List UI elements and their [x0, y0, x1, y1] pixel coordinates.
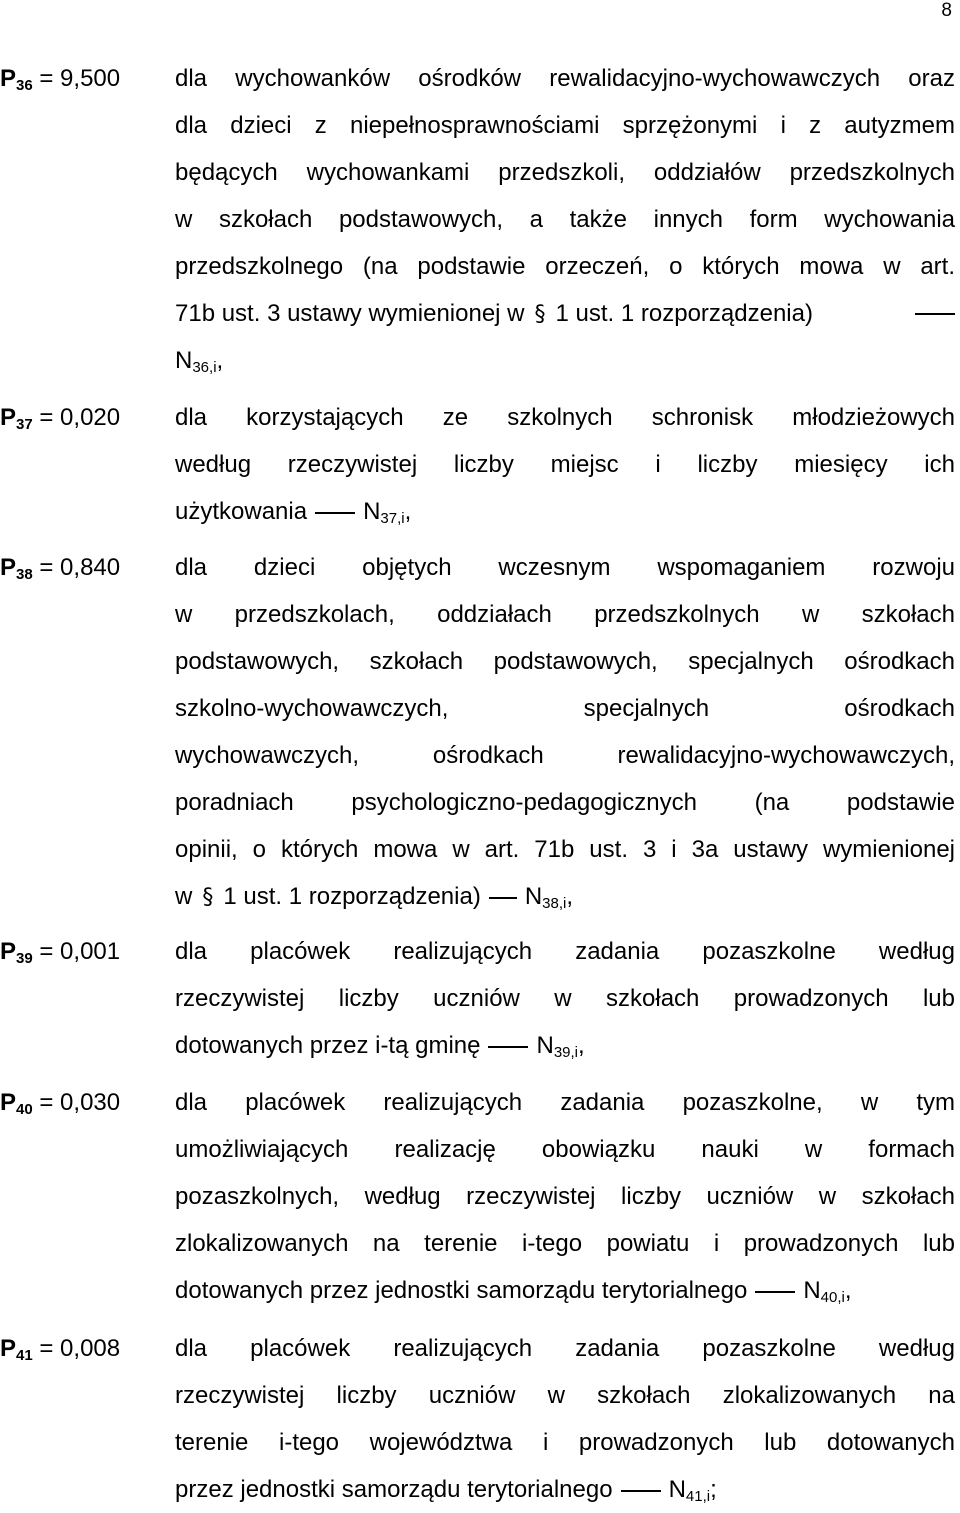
entry-description: dla placówek realizujących zadania pozaszkolne według rzeczywistej liczby uczniów w szkołach prowadzonych lub dotowanych przez i-tą gminę $N_{39,i}$, [175, 938, 955, 1061]
coefficient-label: $P_{38} = 0,840$ [0, 554, 121, 583]
page-number: 8 [941, 0, 952, 21]
coefficient-label: $P_{39} = 0,001$ [0, 938, 121, 967]
coefficient-label: $P_{41} = 0,008$ [0, 1335, 121, 1364]
coefficient-label: $P_{37} = 0,020$ [0, 404, 121, 433]
entry-description: dla korzystających ze szkolnych schronisk młodzieżowych według rzeczywistej liczby miejsc i liczby miesięcy ich użytkowania $N_{37,i}$, [175, 404, 955, 527]
entry-description: dla placówek realizujących zadania pozaszkolne według rzeczywistej liczby uczniów w szkołach zlokalizowanych na terenie i-tego województwa i prowadzonych lub dotowanych przez jednostki samorządu terytorialnego $N_{41,i}$; [175, 1335, 955, 1505]
section-sign: § [202, 885, 214, 910]
em-dash [315, 512, 355, 514]
coefficient-label: $P_{36} = 9,500$ [0, 65, 121, 94]
entry-description: dla dzieci objętych wczesnym wspomaganiem rozwoju w przedszkolach, oddziałach przedszkolnych w szkołach podstawowych, szkołach podstawowych, specjalnych ośrodkach szkolno-wychowawczych, specjalnych ośrodkach wychowawczych, ośrodkach rewalidacyjno-wychowawczych, poradniach psychologiczno-pedagogicznych (na podstawie opinii, o których mowa w art. 71b ust. 3 i 3a ustawy wymienionej w § 1 ust. 1 rozporządzenia) $N_{38,i}$, [175, 544, 955, 920]
em-dash [755, 1291, 795, 1293]
entry-description: dla placówek realizujących zadania pozaszkolne, w tym umożliwiających realizację obowiązku nauki w formach pozaszkolnych, według rzeczywistej liczby uczniów w szkołach zlokalizowanych na terenie i-tego powiatu i prowadzonych lub dotowanych przez jednostki samorządu terytorialnego $N_{40,i}$, [175, 1089, 955, 1306]
section-sign: § [534, 301, 546, 327]
em-dash [489, 897, 517, 899]
em-dash [915, 313, 955, 315]
coefficient-label: $P_{40} = 0,030$ [0, 1089, 121, 1118]
em-dash [488, 1046, 528, 1048]
em-dash [621, 1490, 661, 1492]
entry-description: dla wychowanków ośrodków rewalidacyjno-wychowawczych oraz dla dzieci z niepełnosprawnościami sprzężonymi i z autyzmem będących wychowankami przedszkoli, oddziałów przedszkolnych w szkołach podstawowych, a także innych form wychowania przedszkolnego (na podstawie orzeczeń, o których mowa w art. 71b ust. 3 ustawy wymienionej w § 1 ust. 1 rozporządzenia) $N_{36,i}$, [175, 65, 955, 376]
